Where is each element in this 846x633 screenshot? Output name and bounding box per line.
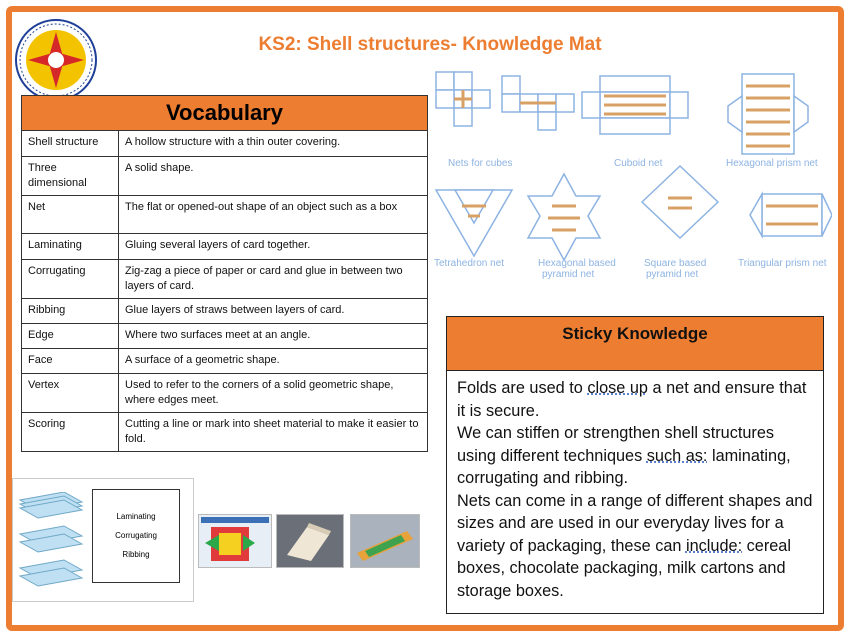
term: Net (22, 196, 119, 234)
sticky-paragraph (457, 422, 813, 490)
definition: Where two surfaces meet at an angle. (119, 324, 428, 349)
laminating-label: Laminating (116, 512, 156, 521)
folded-card-photo (276, 514, 344, 568)
text-run: include: (685, 536, 743, 555)
term: Laminating (22, 234, 119, 260)
table-row (22, 299, 428, 324)
table-row (22, 131, 428, 157)
sticky-paragraph (457, 377, 813, 422)
label-hexprism: Hexagonal prism net (726, 158, 818, 169)
label-cuboid: Cuboid net (614, 158, 663, 169)
table-row (22, 324, 428, 349)
term: Scoring (22, 413, 119, 452)
term: Corrugating (22, 260, 119, 299)
school-logo (14, 18, 98, 102)
techniques-box (92, 489, 180, 583)
table-row (22, 349, 428, 374)
definition: A hollow structure with a thin outer covering. (119, 131, 428, 157)
label-hexpyr-2: pyramid net (542, 269, 595, 280)
label-tetra: Tetrahedron net (434, 258, 505, 269)
corrugating-label: Corrugating (115, 531, 157, 540)
vocabulary-table (21, 95, 428, 452)
ribbing-label: Ribbing (122, 550, 150, 559)
software-screenshot-image (198, 514, 272, 568)
term: Three dimensional (22, 157, 119, 196)
label-triprism: Triangular prism net (738, 258, 827, 269)
sticky-body (447, 371, 823, 608)
table-row (22, 374, 428, 413)
term: Ribbing (22, 299, 119, 324)
table-row (22, 234, 428, 260)
page-title: KS2: Shell structures- Knowledge Mat (258, 34, 602, 55)
text-run: laminating, corrugating and ribbing. (457, 446, 791, 487)
text-run: a net and ensure that it is secure. (457, 379, 807, 420)
packaging-photo (350, 514, 420, 568)
table-row (22, 157, 428, 196)
sticky-heading: Sticky Knowledge (447, 317, 823, 371)
definition: Gluing several layers of card together. (119, 234, 428, 260)
layers-illustration (14, 492, 88, 592)
text-run: close up (587, 379, 648, 397)
table-row (22, 260, 428, 299)
text-run: cereal boxes, chocolate packaging, milk cartons and storage boxes. (457, 536, 791, 600)
term: Vertex (22, 374, 119, 413)
text-run: Nets can come in a range of different shapes and sizes and are used in our everyday lives for a variety of packaging, these can (457, 491, 813, 555)
sticky-paragraph (457, 490, 813, 603)
table-row (22, 413, 428, 452)
text-run: We can stiffen or strengthen shell structures using different techniques (457, 424, 775, 465)
definition: A solid shape. (119, 157, 428, 196)
term: Face (22, 349, 119, 374)
definition: The flat or opened-out shape of an object such as a box (119, 196, 428, 234)
label-cubes: Nets for cubes (448, 158, 513, 169)
nets-illustration (432, 66, 832, 286)
definition: Glue layers of straws between layers of card. (119, 299, 428, 324)
text-run: such as: (646, 446, 708, 465)
label-hexpyr-1: Hexagonal based (538, 258, 616, 269)
table-row (22, 196, 428, 234)
sticky-knowledge (446, 316, 824, 614)
vocabulary-heading: Vocabulary (22, 96, 428, 131)
definition: A surface of a geometric shape. (119, 349, 428, 374)
definition: Used to refer to the corners of a solid geometric shape, where edges meet. (119, 374, 428, 413)
term: Edge (22, 324, 119, 349)
term: Shell structure (22, 131, 119, 157)
definition: Cutting a line or mark into sheet material to make it easier to fold. (119, 413, 428, 452)
definition: Zig-zag a piece of paper or card and glue in between two layers of card. (119, 260, 428, 299)
label-sqpyr-1: Square based (644, 258, 707, 269)
text-run: Folds are used to (457, 379, 588, 397)
label-sqpyr-2: pyramid net (646, 269, 699, 280)
